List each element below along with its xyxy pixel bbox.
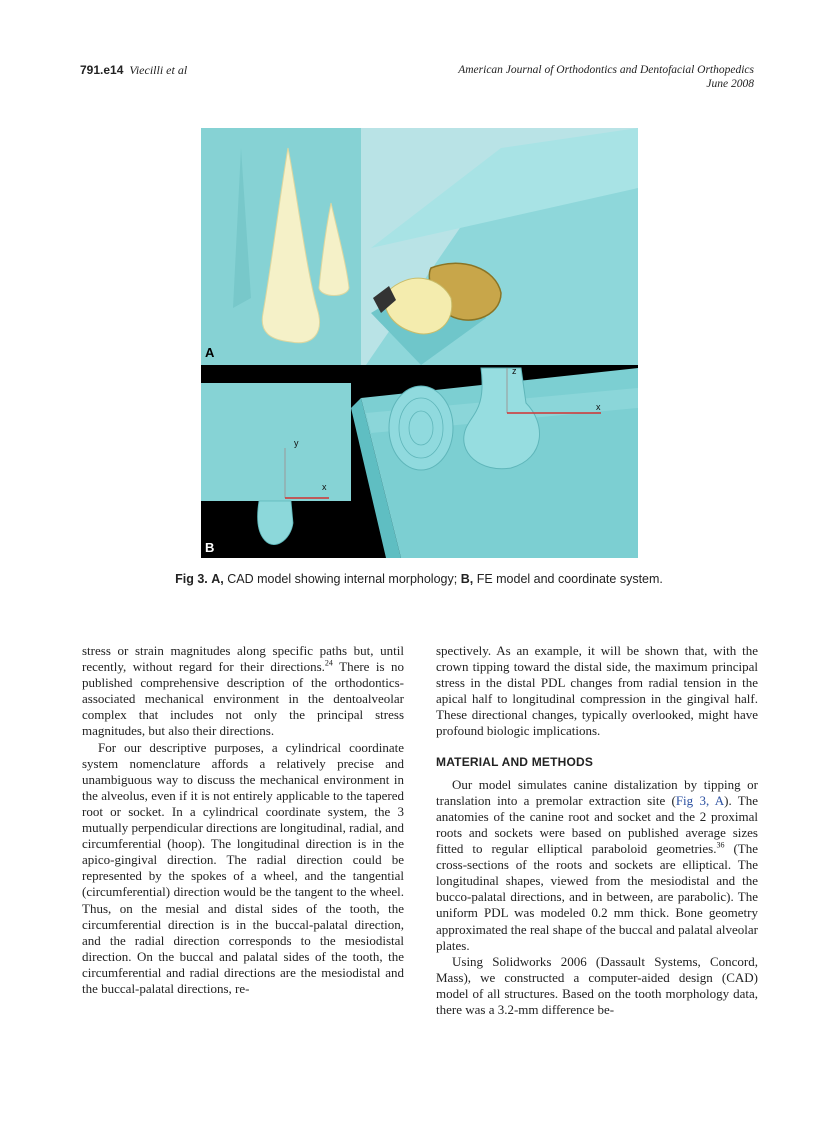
running-header-left [80, 63, 187, 78]
header-authors: Viecilli et al [129, 63, 188, 77]
footnote-ref: 24 [324, 658, 333, 668]
panel-a-label: A [205, 345, 215, 360]
paragraph: Our model simulates canine distalization by tipping or translation into a premolar extraction site (Fig 3, A). The anatomies of the canine root and socket and the 2 proximal roots and sockets were based on published average sizes fitted to regular elliptical paraboloid geometries.$^{36}$ (The cross-sections of the roots and sockets are elliptical. The longitudinal shapes, viewed from the mesiodistal and the bucco-palatal directions, and in between, are parabolic). The uniform PDL was modeled 0.2 mm thick. Bone geometry approximated the real shape of the buccal and palatal alveolar plates. [436, 776, 759, 953]
paragraph: Using Solidworks 2006 (Dassault Systems, Concord, Mass), we constructed a computer-aided design (CAD) model of all structures. Based on the tooth morphology data, there was a 3.2-mm difference be- [436, 953, 758, 1017]
caption-a-text: CAD model showing internal morphology; [227, 572, 458, 586]
axis-x-label: x [322, 482, 327, 492]
axis-z-label: z [512, 366, 517, 376]
footnote-ref: 36 [716, 840, 725, 850]
axis-y-label: y [294, 438, 299, 448]
caption-b-marker: B, [460, 572, 474, 586]
paragraph: spectively. As an example, it will be shown that, with the crown tipping toward the distal side, the maximum principal stress in the distal PDL changes from radial tension in the apical half to longitudinal compression in the gingival half. These directional changes, typically overlooked, might have profound biologic implications. [436, 643, 758, 739]
left-column [82, 643, 404, 997]
section-heading: MATERIAL AND METHODS [436, 754, 594, 769]
panel-b-label: B [205, 540, 215, 555]
figure-3 [201, 128, 638, 558]
figure-reference-link[interactable]: Fig 3, A [675, 792, 725, 808]
caption-b-text: FE model and coordinate system. [476, 572, 663, 586]
axis-x2-label: x [596, 402, 601, 412]
running-header-right [458, 63, 754, 91]
header-journal: American Journal of Orthodontics and Dentofacial Orthopedics [458, 64, 754, 76]
right-column [436, 643, 758, 1018]
panel-b [201, 366, 638, 558]
header-date: June 2008 [706, 78, 754, 90]
paragraph: For our descriptive purposes, a cylindrical coordinate system nomenclature affords a relatively precise and unambiguous way to discuss the mechanical environment in the alveolus, even if it is not entirely applicable to the tapered root or socket. In a cylindrical coordinate system, the 3 mutually perpendicular directions are longitudinal, radial, and circumferential (hoop). The longitudinal direction is in the apico-gingival direction. The radial direction could be represented by the spokes of a wheel, and the tangential (circumferential) direction would be the tangent to the wheel. Thus, on the mesial and distal sides of the tooth, the circumferential direction is in the buccal-palatal direction, and the radial direction corresponds to the mesiodistal direction. On the buccal and palatal sides of the tooth, the circumferential and radial directions are the mesiodistal and the buccal-palatal directions, re- [82, 739, 405, 996]
caption-a-marker: A, [211, 572, 224, 586]
paragraph: stress or strain magnitudes along specific paths but, until recently, without regard for their directions.$^{24}$ There is no published comprehensive description of the orthodontics-associated mechanical environment in the dentoalveolar complex that includes not only the principal stress magnitudes, but also their directions. [82, 643, 405, 739]
caption-label: Fig 3. [175, 572, 208, 586]
figure-caption [0, 572, 838, 586]
panel-a [201, 128, 638, 365]
page-number: 791.e14 [80, 63, 124, 77]
